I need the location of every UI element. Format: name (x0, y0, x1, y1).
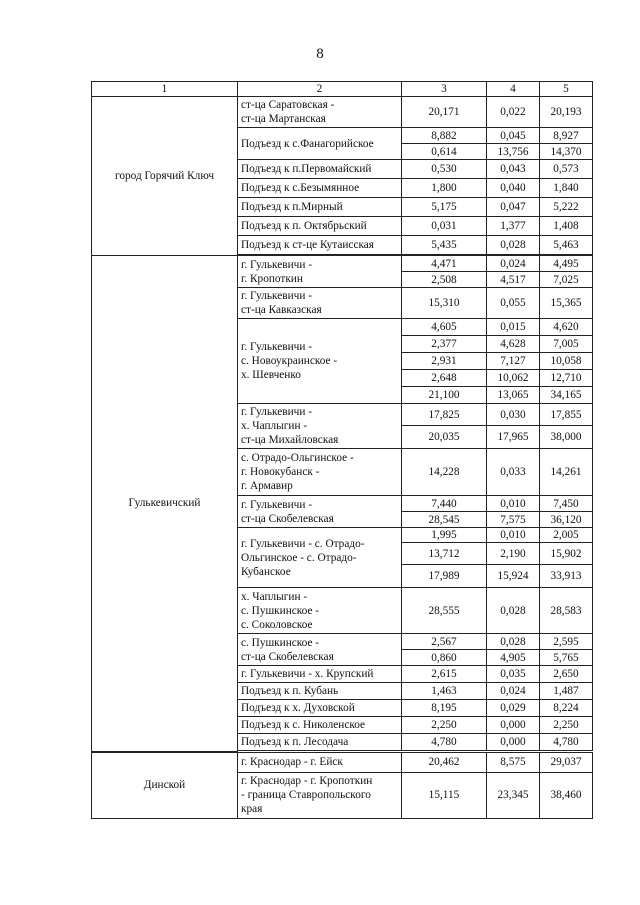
road-name: г. Гулькевичи - х. Чаплыгин - ст-ца Михайловская (238, 404, 402, 449)
km-end-value: 14,261 (540, 449, 593, 496)
km-start-value: 2,190 (487, 543, 540, 565)
length-value: 2,648 (402, 370, 487, 387)
length-value: 5,435 (402, 236, 487, 255)
km-end-value: 4,780 (540, 734, 593, 751)
km-end-value: 20,193 (540, 97, 593, 128)
road-name: г. Гулькевичи - с. Новоукраинское - х. Шевченко (238, 319, 402, 404)
length-value: 4,605 (402, 319, 487, 336)
column-header: 3 (402, 82, 487, 97)
length-value: 0,614 (402, 144, 487, 160)
road-name: г. Гулькевичи - г. Кропоткин (238, 256, 402, 288)
km-end-value: 15,365 (540, 288, 593, 319)
km-end-value: 2,595 (540, 634, 593, 650)
length-value: 13,712 (402, 543, 487, 565)
length-value: 1,800 (402, 179, 487, 198)
length-value: 8,195 (402, 700, 487, 717)
length-value: 2,377 (402, 336, 487, 353)
column-header: 5 (540, 82, 593, 97)
road-name: Подъезд к х. Духовской (238, 700, 402, 717)
km-start-value: 0,047 (487, 198, 540, 217)
km-start-value: 7,127 (487, 353, 540, 370)
length-value: 17,989 (402, 565, 487, 588)
km-start-value: 0,028 (487, 634, 540, 650)
km-end-value: 29,037 (540, 752, 593, 772)
km-start-value: 0,000 (487, 734, 540, 751)
km-start-value: 0,043 (487, 160, 540, 179)
road-name: г. Гулькевичи - с. Отрадо- Ольгинское - с. Отрадо- Кубанское (238, 528, 402, 588)
km-start-value: 0,055 (487, 288, 540, 319)
km-start-value: 4,517 (487, 272, 540, 288)
road-name: Подъезд к п. Октябрьский (238, 217, 402, 236)
km-end-value: 34,165 (540, 387, 593, 404)
road-name: Подъезд к п.Первомайский (238, 160, 402, 179)
page-number: 8 (316, 46, 324, 62)
km-start-value: 17,965 (487, 426, 540, 449)
km-start-value: 23,345 (487, 772, 540, 818)
length-value: 8,882 (402, 128, 487, 144)
road-name: ст-ца Саратовская - ст-ца Мартанская (238, 97, 402, 128)
district-name: Динской (92, 752, 238, 818)
length-value: 14,228 (402, 449, 487, 496)
km-start-value: 0,024 (487, 683, 540, 700)
length-value: 2,615 (402, 666, 487, 683)
km-end-value: 8,927 (540, 128, 593, 144)
length-value: 7,440 (402, 496, 487, 512)
road-name: Подъезд к ст-це Кутаисская (238, 236, 402, 255)
length-value: 1,463 (402, 683, 487, 700)
km-start-value: 0,028 (487, 236, 540, 255)
km-end-value: 2,650 (540, 666, 593, 683)
length-value: 4,780 (402, 734, 487, 751)
km-start-value: 0,015 (487, 319, 540, 336)
km-end-value: 2,250 (540, 717, 593, 734)
length-value: 0,031 (402, 217, 487, 236)
km-start-value: 15,924 (487, 565, 540, 588)
km-start-value: 0,000 (487, 717, 540, 734)
table-row (92, 256, 593, 272)
table-header-row (92, 82, 593, 97)
length-value: 20,171 (402, 97, 487, 128)
length-value: 1,995 (402, 528, 487, 543)
km-end-value: 1,408 (540, 217, 593, 236)
km-start-value: 0,010 (487, 528, 540, 543)
road-name: Подъезд к с. Николенское (238, 717, 402, 734)
road-name: Подъезд к п. Кубань (238, 683, 402, 700)
column-header: 4 (487, 82, 540, 97)
district-name: Гулькевичский (92, 256, 238, 752)
km-start-value: 0,022 (487, 97, 540, 128)
km-end-value: 5,765 (540, 650, 593, 666)
column-header: 2 (238, 82, 402, 97)
km-start-value: 0,024 (487, 256, 540, 272)
km-end-value: 7,025 (540, 272, 593, 288)
km-end-value: 10,058 (540, 353, 593, 370)
table-row (92, 752, 593, 772)
km-start-value: 10,062 (487, 370, 540, 387)
km-end-value: 5,463 (540, 236, 593, 255)
km-start-value: 13,065 (487, 387, 540, 404)
road-name: г. Краснодар - г. Кропоткин - граница Ставропольского края (238, 772, 402, 818)
km-end-value: 36,120 (540, 512, 593, 528)
km-end-value: 4,495 (540, 256, 593, 272)
km-start-value: 1,377 (487, 217, 540, 236)
km-start-value: 4,628 (487, 336, 540, 353)
km-end-value: 4,620 (540, 319, 593, 336)
km-start-value: 0,033 (487, 449, 540, 496)
length-value: 15,115 (402, 772, 487, 818)
km-end-value: 0,573 (540, 160, 593, 179)
length-value: 21,100 (402, 387, 487, 404)
road-name: г. Гулькевичи - ст-ца Скобелевская (238, 496, 402, 528)
length-value: 15,310 (402, 288, 487, 319)
distance-table (91, 81, 593, 819)
table-row (92, 97, 593, 128)
km-start-value: 13,756 (487, 144, 540, 160)
km-start-value: 0,029 (487, 700, 540, 717)
length-value: 5,175 (402, 198, 487, 217)
km-end-value: 1,840 (540, 179, 593, 198)
km-end-value: 2,005 (540, 528, 593, 543)
column-header: 1 (92, 82, 238, 97)
km-start-value: 0,035 (487, 666, 540, 683)
spacer-cell (540, 751, 593, 752)
road-name: Подъезд к с.Безымянное (238, 179, 402, 198)
km-end-value: 7,450 (540, 496, 593, 512)
road-name: г. Гулькевичи - ст-ца Кавказская (238, 288, 402, 319)
km-start-value: 0,010 (487, 496, 540, 512)
length-value: 4,471 (402, 256, 487, 272)
km-end-value: 7,005 (540, 336, 593, 353)
length-value: 2,931 (402, 353, 487, 370)
km-end-value: 38,000 (540, 426, 593, 449)
km-end-value: 5,222 (540, 198, 593, 217)
length-value: 20,462 (402, 752, 487, 772)
km-start-value: 7,575 (487, 512, 540, 528)
length-value: 28,555 (402, 588, 487, 634)
length-value: 17,825 (402, 404, 487, 426)
km-start-value: 0,040 (487, 179, 540, 198)
length-value: 28,545 (402, 512, 487, 528)
km-start-value: 8,575 (487, 752, 540, 772)
km-end-value: 8,224 (540, 700, 593, 717)
km-end-value: 28,583 (540, 588, 593, 634)
length-value: 2,567 (402, 634, 487, 650)
km-end-value: 38,460 (540, 772, 593, 818)
km-end-value: 12,710 (540, 370, 593, 387)
district-name: город Горячий Ключ (92, 97, 238, 256)
km-start-value: 0,028 (487, 588, 540, 634)
km-end-value: 1,487 (540, 683, 593, 700)
length-value: 0,860 (402, 650, 487, 666)
length-value: 0,530 (402, 160, 487, 179)
km-start-value: 0,045 (487, 128, 540, 144)
km-end-value: 33,913 (540, 565, 593, 588)
road-name: Подъезд к с.Фанагорийское (238, 128, 402, 160)
km-start-value: 4,905 (487, 650, 540, 666)
length-value: 20,035 (402, 426, 487, 449)
km-start-value: 0,030 (487, 404, 540, 426)
road-name: Подъезд к п.Мирный (238, 198, 402, 217)
road-name: Подъезд к п. Лесодача (238, 734, 402, 751)
road-name: г. Гулькевичи - х. Крупский (238, 666, 402, 683)
road-name: с. Пушкинское - ст-ца Скобелевская (238, 634, 402, 666)
road-name: г. Краснодар - г. Ейск (238, 752, 402, 772)
km-end-value: 17,855 (540, 404, 593, 426)
road-name: с. Отрадо-Ольгинское - г. Новокубанск - г. Армавир (238, 449, 402, 496)
road-name: х. Чаплыгин - с. Пушкинское - с. Соколовское (238, 588, 402, 634)
km-end-value: 14,370 (540, 144, 593, 160)
length-value: 2,508 (402, 272, 487, 288)
length-value: 2,250 (402, 717, 487, 734)
km-end-value: 15,902 (540, 543, 593, 565)
